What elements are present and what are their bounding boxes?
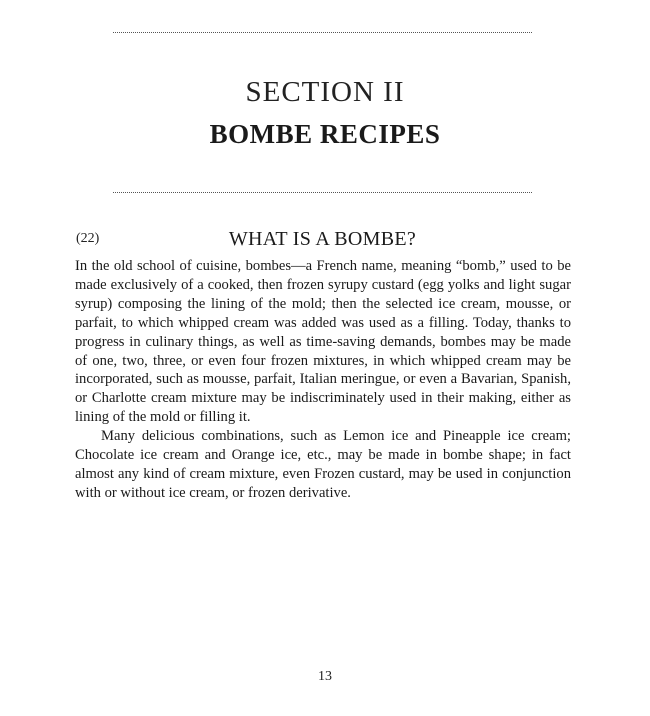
- bottom-dotted-rule: [113, 192, 532, 193]
- body-paragraph: In the old school of cuisine, bombes—a French name, meaning “bomb,” used to be made exclusively of a cooked, then frozen syrupy custard (egg yolks and light sugar syrup) composing the lining of the mold; then the selected ice cream, mousse, or parfait, to which whipped cream was added was used as a filling. Today, thanks to progress in culinary things, as well as time-saving demands, bombes may be made of one, two, three, or even four frozen mixtures, in which whipped cream may be incorporated, such as mousse, parfait, Italian meringue, or even a Bavarian, Spanish, or Charlotte cream mixture may be indiscriminately used in their making, either as lining of the mold or filling it.: [75, 258, 571, 426]
- section-title: BOMBE RECIPES: [209, 119, 441, 149]
- page-number: 13: [318, 669, 332, 684]
- section-label: SECTION II: [245, 76, 405, 108]
- top-dotted-rule: [113, 32, 532, 33]
- body-paragraph: Many delicious combinations, such as Lemon ice and Pineapple ice cream; Chocolate ice cream and Orange ice, etc., may be made in bombe shape; in fact almost any kind of cream mixture, even Frozen custard, may be used in conjunction with or without ice cream, or frozen derivative.: [75, 428, 571, 501]
- recipe-number: (22): [76, 231, 100, 246]
- recipe-body: [75, 257, 571, 503]
- recipe-heading: WHAT IS A BOMBE?: [228, 228, 417, 250]
